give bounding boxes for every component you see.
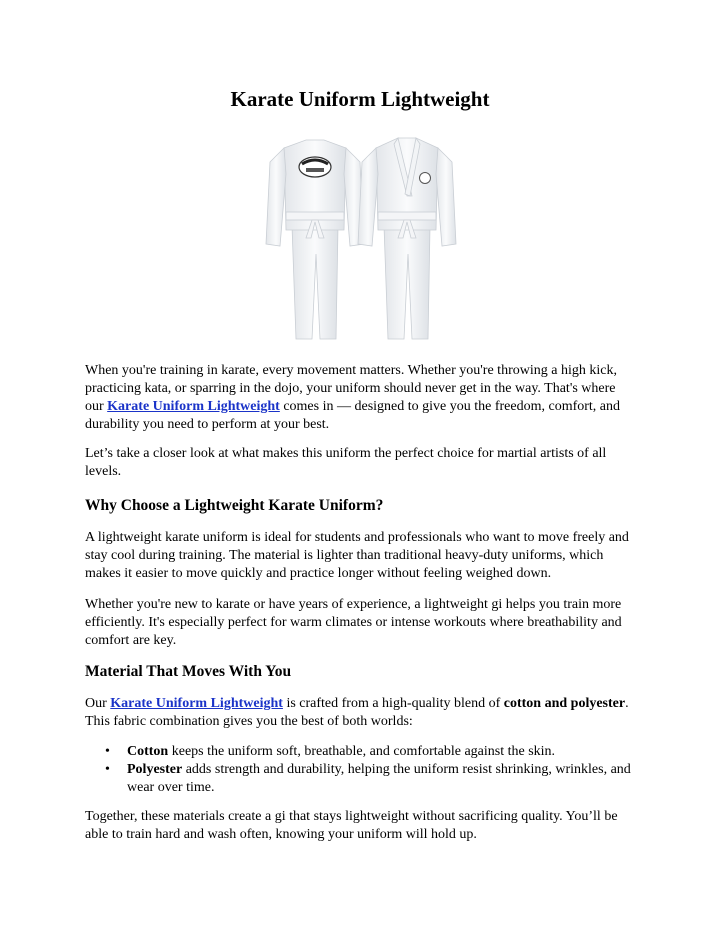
uniform-link[interactable]: Karate Uniform Lightweight: [107, 399, 280, 414]
why-paragraph-2: [85, 596, 637, 650]
intro-text: When you're training in karate, every movement matters. Whether you're throwing a high kick, practicing kata, or sparring in the dojo, your uniform should never get in the way. That's where our: [85, 363, 617, 414]
material-text-2: Together, these materials create a gi that stays lightweight without sacrificing quality. You’ll be able to train hard and wash often, knowing your uniform will hold up.: [85, 809, 618, 842]
section-heading-material: Material That Moves With You: [85, 663, 292, 680]
bullet-term: Polyester: [127, 762, 183, 777]
bullet-term: Cotton: [127, 744, 169, 759]
section-heading-why: Why Choose a Lightweight Karate Uniform?: [85, 497, 384, 514]
bullet-text: adds strength and durability, helping the uniform resist shrinking, wrinkles, and wear over time.: [127, 762, 631, 795]
intro2-text: Let’s take a closer look at what makes this uniform the perfect choice for martial artists of all levels.: [85, 446, 607, 479]
karate-uniform-image: [262, 134, 458, 344]
material-text-middle: is crafted from a high-quality blend of: [282, 696, 504, 711]
uniform-link-2[interactable]: Karate Uniform Lightweight: [110, 696, 283, 711]
gi-front-view: [358, 138, 456, 339]
why-text-1: A lightweight karate uniform is ideal for students and professionals who want to move freely and stay cool during training. The material is lighter than traditional heavy-duty uniforms, which makes it easier to move quickly and practice longer without feeling weighed down.: [85, 530, 629, 581]
material-bold-text: cotton and polyester: [503, 696, 626, 711]
material-bullet-list: [85, 743, 637, 797]
why-paragraph-1: [85, 529, 637, 583]
list-item: [85, 743, 637, 761]
bullet-dot: •: [105, 762, 110, 777]
intro-paragraph: [85, 362, 637, 434]
gi-back-view: [266, 140, 364, 339]
page-title: Karate Uniform Lightweight: [230, 87, 490, 111]
material-paragraph-2: [85, 808, 637, 844]
intro-paragraph-2: [85, 445, 637, 481]
material-paragraph-1: [85, 695, 637, 731]
material-text-end: . This fabric combination gives you the best of both worlds:: [85, 696, 629, 729]
list-item: [85, 761, 637, 797]
bullet-dot: •: [105, 744, 110, 759]
intro-text-continued: comes in — designed to give you the freedom, comfort, and durability you need to perform at your best.: [85, 399, 621, 432]
material-text: Our: [85, 696, 111, 711]
why-text-2: Whether you're new to karate or have years of experience, a lightweight gi helps you train more efficiently. It's especially perfect for warm climates or intense workouts where breathability and comfort are key.: [85, 597, 622, 648]
bullet-text: keeps the uniform soft, breathable, and comfortable against the skin.: [168, 744, 556, 759]
